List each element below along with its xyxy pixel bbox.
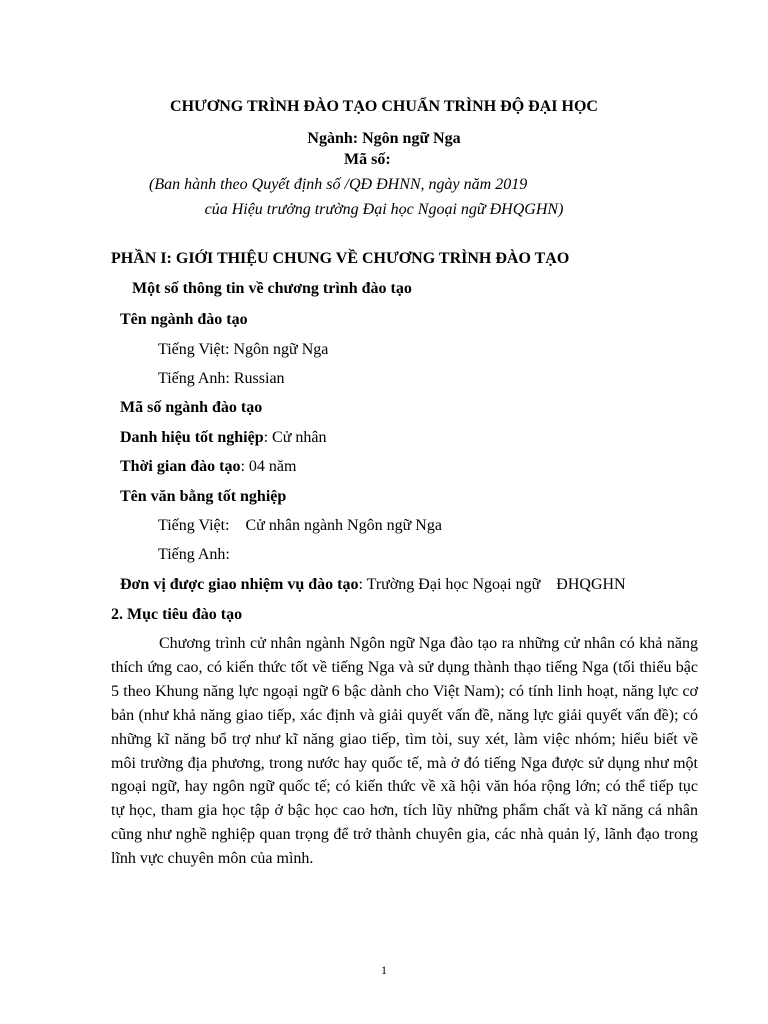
degree-title-value: : Cử nhân [263,429,327,446]
unit-label: Đơn vị được giao nhiệm vụ đào tạo [120,576,359,593]
unit-line [120,575,626,595]
english-name: Tiếng Anh: Russian [158,370,285,387]
duration-value: : 04 năm [240,458,297,475]
unit-value: : Trường Đại học Ngoại ngữ ĐHQGHN [358,576,626,593]
part1-subheading: Một số thông tin về chương trình đào tạo [132,280,412,297]
duration-line [120,457,296,477]
duration-label: Thời gian đào tạo [120,458,241,475]
vietnamese-name: Tiếng Việt: Ngôn ngữ Nga [158,341,329,358]
issued-line-2: của Hiệu trưởng trường Đại học Ngoại ngữ ĐHQGHN) [204,201,564,218]
objective-paragraph: Chương trình cử nhân ngành Ngôn ngữ Nga đào tạo ra những cử nhân có khả năng thích ứng cao, có kiến thức tốt về tiếng Nga và sử dụng thành thạo tiếng Nga (tối thiểu bậc 5 theo Khung năng lực ngoại ngữ 6 bậc dành cho Việt Nam); có tính linh hoạt, năng lực cơ bản (như khả năng giao tiếp, xác định và giải quyết vấn đề, năng lực giải quyết vấn đề); có những kĩ năng bổ trợ như kĩ năng giao tiếp, tìm tòi, suy xét, làm việc nhóm; hiểu biết về môi trường địa phương, trong nước hay quốc tế, mà ở đó tiếng Nga được sử dụng như một ngoại ngữ, hay ngôn ngữ quốc tế; có kiến thức về xã hội văn hóa rộng lớn; có thể tiếp tục tự học, tham gia học tập ở bậc học cao hơn, tích lũy những phẩm chất và kĩ năng cá nhân cũng như nghề nghiệp quan trọng để trở thành chuyên gia, các nhà quản lý, lãnh đạo trong lĩnh vực chuyên môn của mình. [111,635,698,868]
major-code-label: Mã số ngành đào tạo [120,399,263,416]
page-number: 1 [381,963,387,977]
degree-title-label: Danh hiệu tốt nghiệp [120,429,264,446]
diploma-english: Tiếng Anh: [158,546,230,563]
document-title: CHƯƠNG TRÌNH ĐÀO TẠO CHUẨN TRÌNH ĐỘ ĐẠI HỌC [170,98,598,115]
major-name-label: Tên ngành đào tạo [120,311,248,328]
degree-title-line [120,428,326,448]
diploma-vietnamese: Tiếng Việt: Cử nhân ngành Ngôn ngữ Nga [158,517,442,534]
code-line: Mã số: [344,151,391,168]
section2-heading: 2. Mục tiêu đào tạo [111,606,243,623]
issued-line-1: (Ban hành theo Quyết định số /QĐ ĐHNN, ngày năm 2019 [149,176,528,193]
major-line: Ngành: Ngôn ngữ Nga [307,130,461,147]
part1-heading: PHẦN I: GIỚI THIỆU CHUNG VỀ CHƯƠNG TRÌNH ĐÀO TẠO [111,250,570,267]
diploma-name-label: Tên văn bằng tốt nghiệp [120,488,287,505]
